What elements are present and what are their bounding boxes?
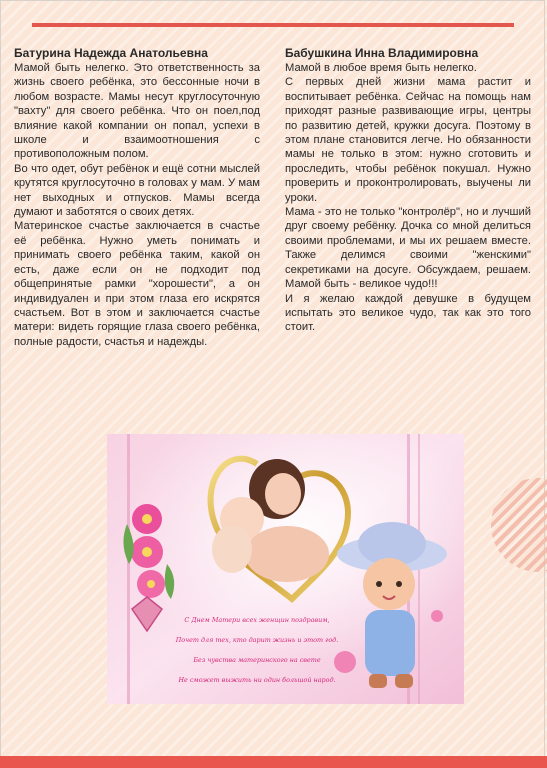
mothers-day-card-image <box>107 434 464 704</box>
bottom-accent-band <box>0 756 547 768</box>
right-paragraph-3: Мама - это не только "контролёр", но и лучший друг своему ребёнку. Дочка со мной делиться своими проблемами, и мы их решаем вместе. Также делимся своими "женскими" секретиками на досуге. Обсуждаем, решаем. Мамой быть - великое чудо!!! <box>285 206 531 291</box>
right-paragraph-4: И я желаю каждой девушке в будущем испытать это великое чудо, так как это того стоит. <box>285 292 531 334</box>
caption-line-4: Не сможет выжить ни один большой народ. <box>178 676 336 684</box>
left-paragraph-2: Во что одет, обут ребёнок и ещё сотни мыслей крутятся круглосуточно в головах у мам. У мам нет выходных и отпусков. Мамы всегда думают и заботятся о своих детях. <box>14 162 260 219</box>
left-paragraph-1: Мамой быть нелегко. Это ответственность за жизнь своего ребёнка, это бессонные ночи в любом возрасте. Мамы несут круглосуточную "вахту" для своего ребёнка. Что он поел,под влияние какой компании он попал, успехи в школе и взаимоотношения с противоположным полом. <box>14 62 260 161</box>
top-divider <box>32 23 514 27</box>
left-author-name: Батурина Надежда Анатольевна <box>14 46 208 60</box>
right-paragraph-1: Мамой в любое время быть нелегко. <box>285 62 477 74</box>
left-paragraph-3: Материнское счастье заключается в счастье её ребёнка. Нужно уметь понимать и принимать своего ребёнка таким, какой он есть, даже если он не подходит под общепринятые рамки "хорошести", а он индивидуален и при этом глаза его искрятся счастьем. Вот в этом и заключается счастье матери: видеть горящие глаза своего ребёнка, полные радости, счастья и надежды. <box>14 220 260 348</box>
caption-line-2: Почет для тех, кто дарит жизнь и этот год. <box>175 636 339 644</box>
caption-line-1: С Днем Матери всех женщин поздравим, <box>184 616 330 624</box>
right-article <box>285 46 531 335</box>
caption-line-3: Без чувства материнского на свете <box>193 656 321 664</box>
right-paragraph-2: С первых дней жизни мама растит и воспитывает ребёнка. Сейчас на помощь нам приходят разные развивающие игры, центры по развитию детей, кружки досуга. Поэтому в этом плане становится легче. Но обязанности мамы не только в этом: нужно сготовить и проследить, чтобы ребёнок покушал. Нужно проверить и проконтролировать, выучены ли уроки. <box>285 76 531 204</box>
left-article <box>14 46 260 349</box>
right-author-name: Бабушкина Инна Владимировна <box>285 46 479 60</box>
